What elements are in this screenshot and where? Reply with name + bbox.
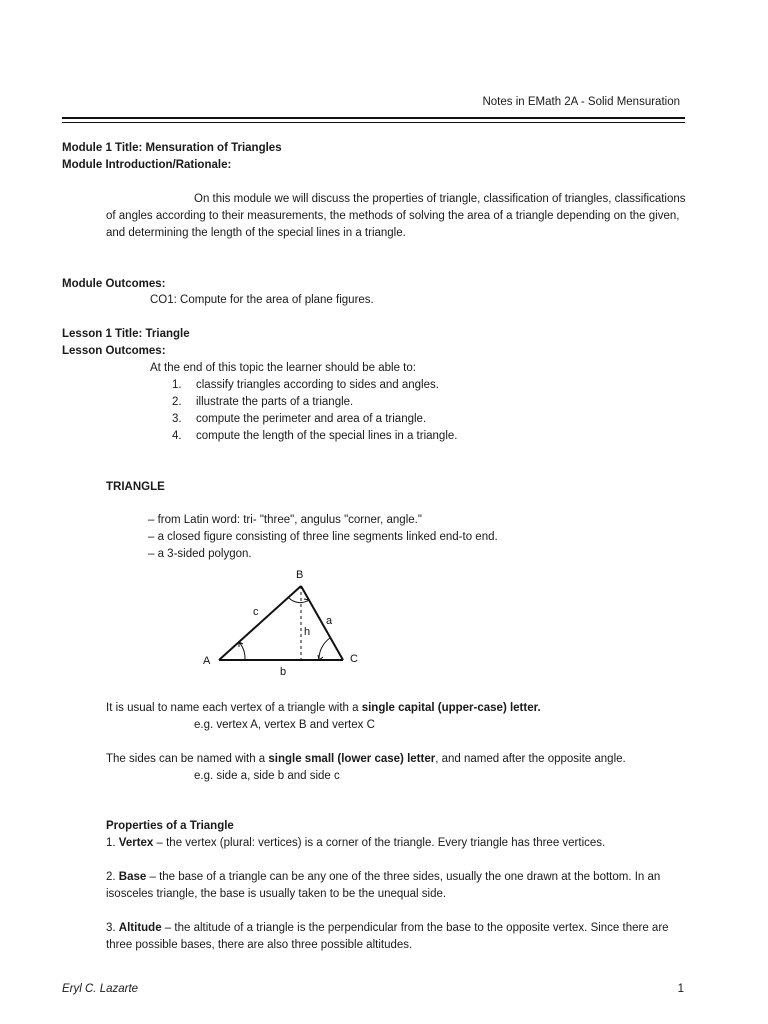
module-title: Module 1 Title: Mensuration of Triangles <box>62 142 282 154</box>
list-item <box>62 394 692 411</box>
property-term: Base <box>118 871 147 883</box>
module-outcome-co1 <box>62 292 692 309</box>
list-item-number: 1. <box>172 379 182 391</box>
angle-b-arc <box>289 598 309 603</box>
property-item-altitude <box>106 920 684 954</box>
property-text: – the altitude of a triangle is the perpendicular from the base to the opposite vertex. Since there are three possible bases, there are also three possible altitudes. <box>106 922 669 951</box>
lesson-outcomes-intro-row <box>62 360 692 377</box>
module-outcomes-heading: Module Outcomes: <box>62 278 166 290</box>
label-side-b: b <box>280 666 287 678</box>
lesson-outcomes-list <box>62 377 692 445</box>
label-side-c: c <box>253 606 259 618</box>
label-altitude-h: h <box>304 626 311 638</box>
lesson-outcomes-intro: At the end of this topic the learner should be able to: <box>150 362 416 374</box>
angle-a-arc <box>239 642 245 660</box>
triangle-diagram <box>195 562 365 682</box>
footer-page-number: 1 <box>677 983 684 995</box>
property-text: – the vertex (plural: vertices) is a corner of the triangle. Every triangle has three vertices. <box>153 837 606 849</box>
header-rule-thin <box>62 122 685 123</box>
module-intro-text: On this module we will discuss the properties of triangle, classification of triangles, classifications of angles according to their measurements, the methods of solving the area of a triangle depending on the given, and determining the length of the special lines in a triangle. <box>106 193 686 239</box>
vertex-text-bold: single capital (upper-case) letter. <box>361 702 541 714</box>
triangle-definitions <box>106 512 706 563</box>
list-item <box>62 428 692 445</box>
header-title: Notes in EMath 2A - Solid Mensuration <box>482 96 680 108</box>
property-prefix: 1. <box>106 837 119 849</box>
side-c-line <box>219 586 301 660</box>
lesson-title: Lesson 1 Title: Triangle <box>62 328 190 340</box>
definition-item: – from Latin word: tri- "three", angulus "corner, angle." <box>148 514 422 526</box>
property-prefix: 2. <box>106 871 119 883</box>
list-item-number: 3. <box>172 413 182 425</box>
side-example: e.g. side a, side b and side c <box>194 770 340 782</box>
vertex-naming-text <box>106 700 706 717</box>
header-rule-thick <box>62 117 685 119</box>
lesson-outcomes-heading: Lesson Outcomes: <box>62 345 166 357</box>
label-vertex-c: C <box>350 653 358 665</box>
properties-heading: Properties of a Triangle <box>106 820 234 832</box>
side-text-bold: single small (lower case) letter <box>268 753 436 765</box>
list-item <box>62 377 692 394</box>
side-text-post: , and named after the opposite angle. <box>435 753 626 765</box>
list-item-text: classify triangles according to sides and angles. <box>196 379 439 391</box>
module-intro-paragraph <box>62 191 692 242</box>
list-item-text: compute the perimeter and area of a triangle. <box>196 413 427 425</box>
property-term: Vertex <box>118 837 154 849</box>
list-item <box>62 411 692 428</box>
triangle-heading: TRIANGLE <box>106 481 165 493</box>
property-prefix: 3. <box>106 922 119 934</box>
property-item-base <box>106 869 684 903</box>
list-item-text: illustrate the parts of a triangle. <box>196 396 354 408</box>
label-side-a: a <box>326 615 333 627</box>
label-vertex-a: A <box>203 655 211 667</box>
definition-item: – a 3-sided polygon. <box>148 548 252 560</box>
list-item-number: 2. <box>172 396 182 408</box>
property-term: Altitude <box>118 922 162 934</box>
vertex-text-pre: It is usual to name each vertex of a triangle with a <box>106 702 362 714</box>
side-naming-text <box>106 751 706 768</box>
property-item-vertex <box>106 835 684 852</box>
list-item-number: 4. <box>172 430 182 442</box>
footer-author: Eryl C. Lazarte <box>62 983 139 995</box>
outcome-co1-text: CO1: Compute for the area of plane figures. <box>150 294 374 306</box>
label-vertex-b: B <box>296 569 304 581</box>
definition-item: – a closed figure consisting of three line segments linked end-to end. <box>148 531 498 543</box>
module-intro-heading: Module Introduction/Rationale: <box>62 159 232 171</box>
property-text: – the base of a triangle can be any one of the three sides, usually the one drawn at the bottom. In an isosceles triangle, the base is usually taken to be the unequal side. <box>106 871 661 900</box>
side-text-pre: The sides can be named with a <box>106 753 269 765</box>
vertex-example: e.g. vertex A, vertex B and vertex C <box>194 719 375 731</box>
list-item-text: compute the length of the special lines in a triangle. <box>196 430 458 442</box>
angle-c-arc <box>319 638 330 660</box>
